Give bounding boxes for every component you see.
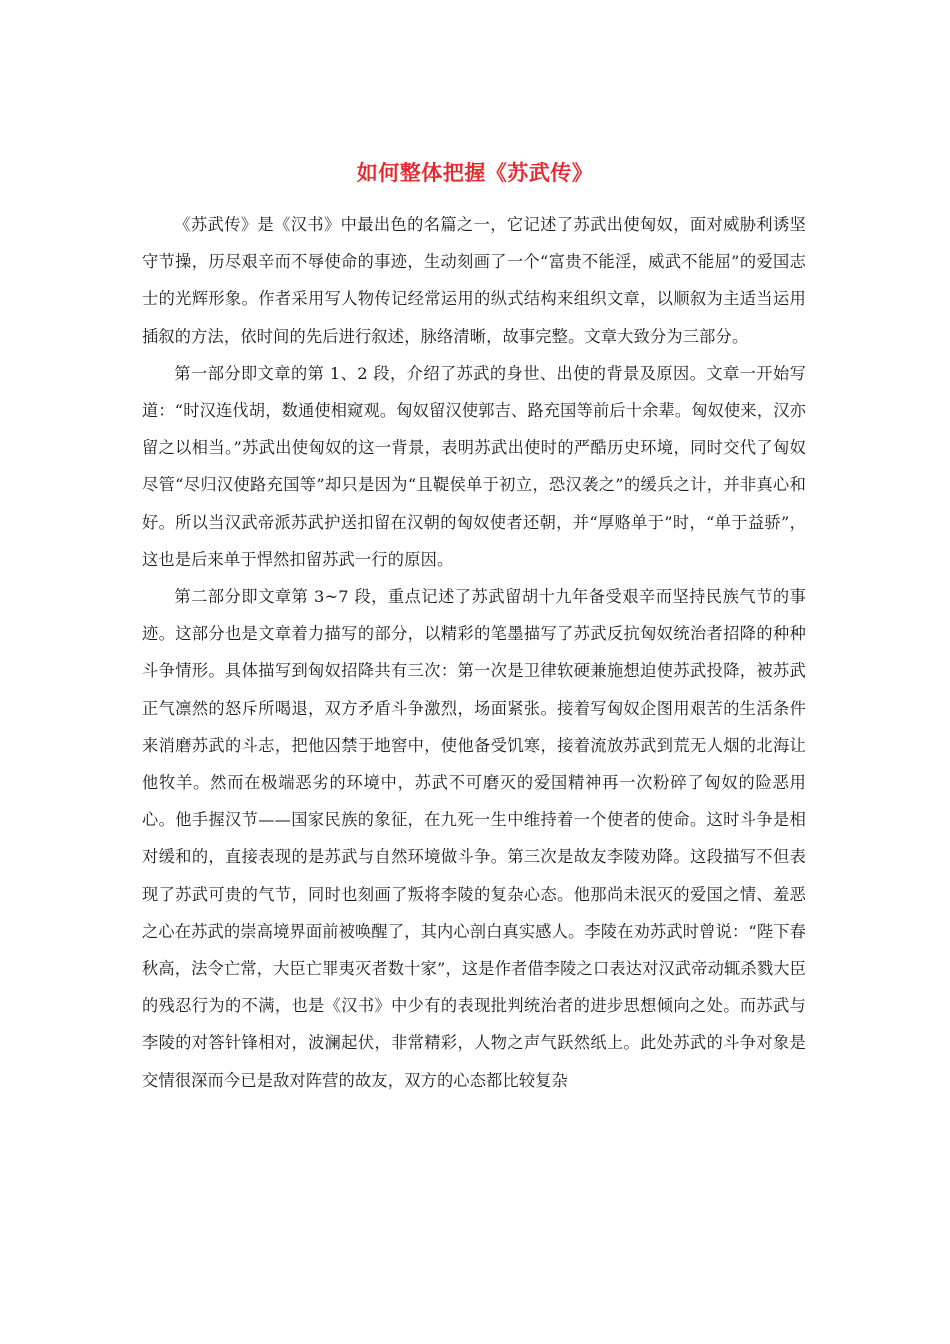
paragraph-intro: 《苏武传》是《汉书》中最出色的名篇之一，它记述了苏武出使匈奴，面对威胁利诱坚守节操，历尽艰辛而不辱使命的事迹，生动刻画了一个“富贵不能淫，威武不能屈”的爱国志士的光辉形象。作者采用写人物传记经常运用的纵式结构来组织文章，以顺叙为主适当运用插叙的方法，依时间的先后进行叙述，脉络清晰，故事完整。文章大致分为三部分。: [142, 215, 806, 346]
article-body: [142, 206, 806, 1099]
page-title: 如何整体把握《苏武传》: [356, 160, 594, 186]
paragraph-part-one: 第一部分即文章的第 1、2 段，介绍了苏武的身世、出使的背景及原因。文章一开始写道：“时汉连伐胡，数通使相窥观。匈奴留汉使郭吉、路充国等前后十余辈。匈奴使来，汉亦留之以相当。”苏武出使匈奴的这一背景，表明苏武出使时的严酷历史环境，同时交代了匈奴尽管“尽归汉使路充国等”却只是因为“且鞮侯单于初立，恐汉袭之”的缓兵之计，并非真心和好。所以当汉武帝派苏武护送扣留在汉朝的匈奴使者还朝，并“厚赂单于”时，“单于益骄”，这也是后来单于悍然扣留苏武一行的原因。: [142, 363, 806, 569]
paragraph-part-two: 第二部分即文章第 3~7 段，重点记述了苏武留胡十九年备受艰辛而坚持民族气节的事迹。这部分也是文章着力描写的部分，以精彩的笔墨描写了苏武反抗匈奴统治者招降的种种斗争情形。具体描写到匈奴招降共有三次：第一次是卫律软硬兼施想迫使苏武投降，被苏武正气凛然的怒斥所喝退，双方矛盾斗争激烈，场面紧张。接着写匈奴企图用艰苦的生活条件来消磨苏武的斗志，把他囚禁于地窖中，使他备受饥寒，接着流放苏武到荒无人烟的北海让他牧羊。然而在极端恶劣的环境中，苏武不可磨灭的爱国精神再一次粉碎了匈奴的险恶用心。他手握汉节——国家民族的象征，在九死一生中维持着一个使者的使命。这时斗争是相对缓和的，直接表现的是苏武与自然环境做斗争。第三次是故友李陵劝降。这段描写不但表现了苏武可贵的气节，同时也刻画了叛将李陵的复杂心态。他那尚未泯灭的爱国之情、羞恶之心在苏武的崇高境界面前被唤醒了，其内心剖白真实感人。李陵在劝苏武时曾说：“陛下春秋高，法令亡常，大臣亡罪夷灭者数十家”，这是作者借李陵之口表达对汉武帝动辄杀戮大臣的残忍行为的不满，也是《汉书》中少有的表现批判统治者的进步思想倾向之处。而苏武与李陵的对答针锋相对，波澜起伏，非常精彩，人物之声气跃然纸上。此处苏武的斗争对象是交情很深而今已是敌对阵营的故友，双方的心态都比较复杂: [142, 587, 806, 1090]
